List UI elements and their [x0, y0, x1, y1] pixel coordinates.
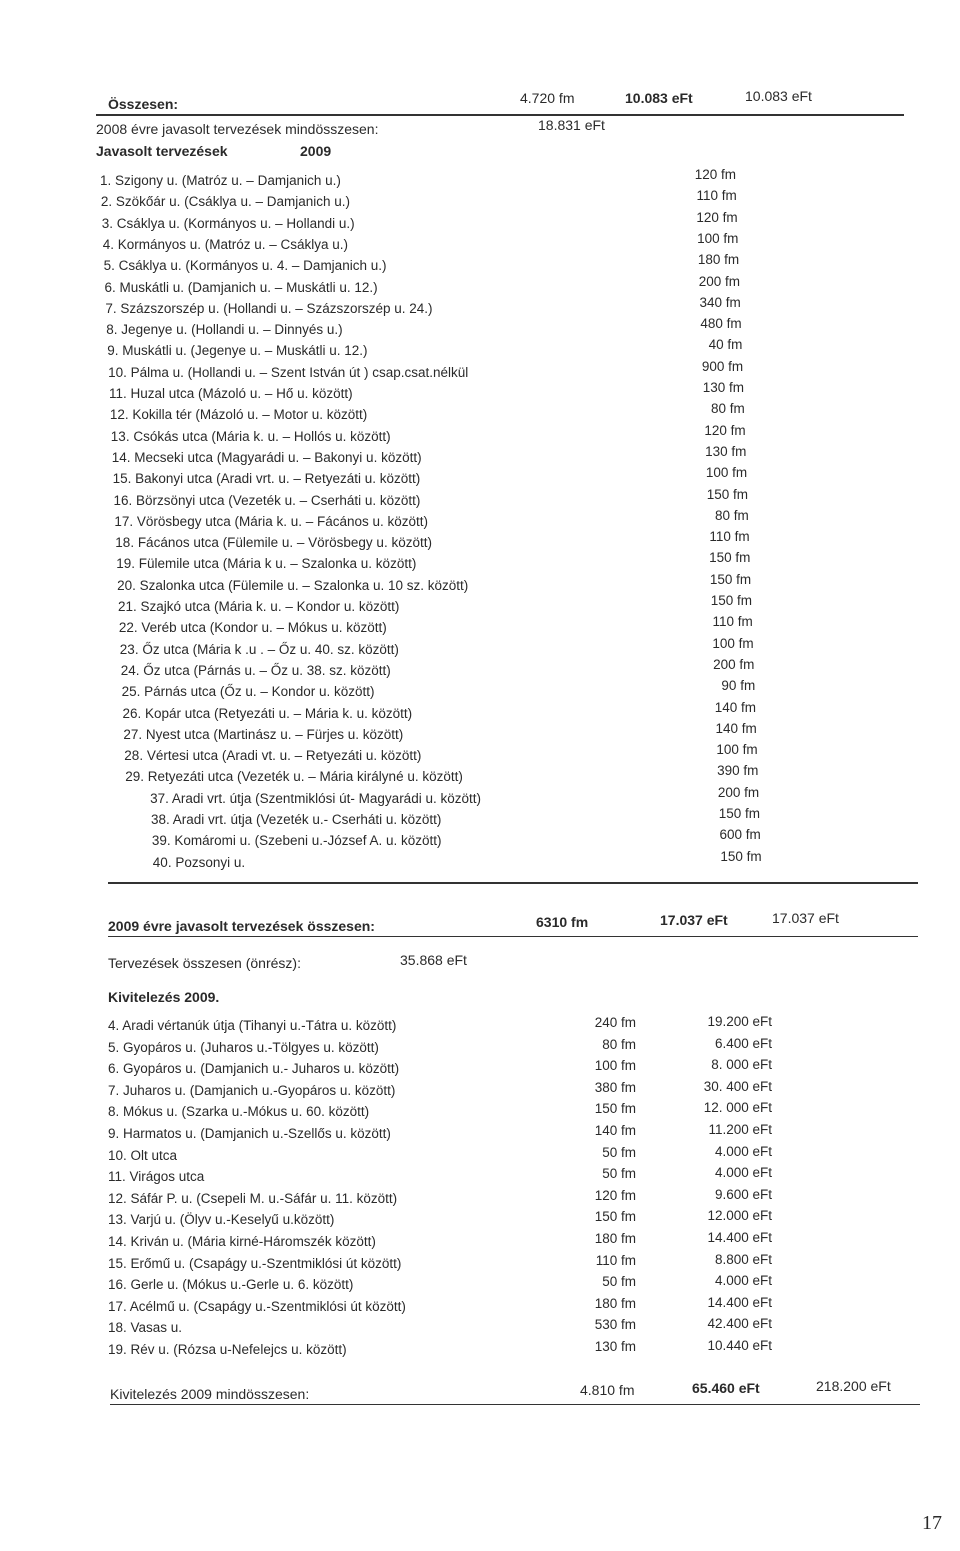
plan-item: [0, 848, 960, 877]
plan-item-length: 130 fm: [702, 380, 744, 395]
summary-length: 4.720 fm: [520, 90, 575, 106]
plan-item: [0, 593, 960, 621]
execution-item-cost: 10.440 eFt: [707, 1338, 772, 1353]
plan-item-length: 90 fm: [721, 678, 756, 694]
plan-item: [0, 678, 960, 706]
execution-total-cost-2: 218.200 eFt: [816, 1378, 891, 1394]
plan-item-label: 1. Szigony u. (Matróz u. – Damjanich u.): [100, 173, 341, 188]
plan-item-label: 8. Jegenye u. (Hollandi u. – Dinnyés u.): [106, 322, 343, 338]
plans-year: 2009: [300, 143, 332, 159]
plan-item-length: 120 fm: [696, 209, 738, 225]
execution-item: [0, 1078, 960, 1105]
plan-item-length: 180 fm: [697, 252, 740, 268]
plan-item: [0, 614, 960, 642]
plan-item-length: 150 fm: [706, 486, 748, 502]
plan-item: [0, 486, 960, 515]
plan-item: [0, 784, 960, 813]
plan-item-label: 13. Csókás utca (Mária k. u. – Hollós u. között): [110, 428, 391, 444]
plan-item-length: 150 fm: [720, 848, 762, 864]
plan-item-label: 9. Muskátli u. (Jegenye u. – Muskátli u. 12.): [107, 343, 368, 359]
execution-item-cost: 4.000 eFt: [714, 1273, 772, 1289]
execution-item: [0, 1143, 960, 1170]
execution-item-length: 150 fm: [594, 1101, 636, 1117]
plan-item-label: 38. Aradi vrt. útja (Vezeték u.- Cserháti u. között): [151, 812, 442, 827]
execution-item-label: 12. Sáfár P. u. (Csepeli M. u.-Sáfár u. 11. között): [108, 1190, 398, 1206]
execution-item-length: 130 fm: [594, 1339, 636, 1354]
plan-item-label: 5. Csáklya u. (Kormányos u. 4. – Damjanich u.): [103, 258, 387, 274]
plan-item: [0, 699, 960, 728]
plan-item: [0, 273, 960, 302]
plan-item: [0, 656, 960, 685]
execution-item-label: 8. Mókus u. (Szarka u.-Mókus u. 60. között): [108, 1104, 370, 1120]
plan-item-label: 19. Fülemile utca (Mária k u. – Szalonka u. között): [116, 556, 417, 572]
plan-item: [0, 252, 960, 280]
plan-item: [0, 529, 960, 557]
plan-item-label: 15. Bakonyi utca (Aradi vrt. u. – Retyezáti u. között): [112, 471, 421, 487]
plan-item-length: 80 fm: [711, 401, 745, 417]
execution-item: [0, 1186, 960, 1213]
execution-item-cost: 4.000 eFt: [714, 1143, 772, 1159]
execution-item-label: 16. Gerle u. (Mókus u.-Gerle u. 6. között): [108, 1277, 354, 1293]
execution-item-length: 100 fm: [594, 1058, 636, 1074]
plan-item-label: 40. Pozsonyi u.: [152, 854, 246, 870]
plan-item-length: 110 fm: [709, 529, 750, 545]
plan-item-label: 25. Párnás utca (Őz u. – Kondor u. között): [121, 684, 375, 700]
execution-item-cost: 14.400 eFt: [707, 1230, 772, 1245]
execution-item-length: 180 fm: [594, 1231, 636, 1246]
plan-item-length: 900 fm: [701, 358, 744, 374]
execution-item-cost: 14.400 eFt: [707, 1294, 772, 1310]
execution-item-label: 4. Aradi vértanúk útja (Tihanyi u.-Tátra u. között): [108, 1018, 397, 1033]
execution-item: [0, 1035, 960, 1062]
summary-label: Összesen:: [108, 96, 179, 112]
total-2008-value: 18.831 eFt: [538, 117, 605, 133]
execution-item-length: 180 fm: [594, 1295, 636, 1311]
plan-item: [0, 443, 960, 472]
execution-item-label: 18. Vasas u.: [108, 1320, 183, 1336]
plan-item-label: 24. Őz utca (Párnás u. – Őz u. 38. sz. között): [120, 662, 391, 678]
execution-item: [0, 1122, 960, 1148]
plan-item-label: 17. Vörösbegy utca (Mária k. u. – Fácános u. között): [114, 513, 429, 529]
plan-item: [0, 401, 960, 429]
plan-item-length: 100 fm: [712, 635, 754, 651]
plans-total-length: 6310 fm: [536, 914, 589, 930]
plan-item-label: 2. Szökőár u. (Csáklya u. – Damjanich u.): [100, 194, 350, 210]
plan-item-length: 150 fm: [710, 593, 752, 608]
execution-item-cost: 8.800 eFt: [714, 1251, 772, 1267]
plan-item-length: 110 fm: [712, 614, 753, 630]
execution-item: [0, 1251, 960, 1278]
plan-item-label: 7. Százszorszép u. (Hollandi u. – Százszorszép u. 24.): [105, 300, 433, 316]
plan-item: [0, 827, 960, 855]
execution-item-length: 50 fm: [602, 1274, 636, 1290]
plan-item-label: 4. Kormányos u. (Matróz u. – Csáklya u.): [102, 236, 349, 252]
execution-item-length: 50 fm: [602, 1144, 636, 1160]
execution-item-cost: 12.000 eFt: [707, 1208, 772, 1224]
execution-item-label: 7. Juharos u. (Damjanich u.-Gyopáros u. között): [108, 1082, 396, 1098]
execution-item-cost: 8. 000 eFt: [711, 1057, 772, 1073]
execution-item-cost: 9.600 eFt: [714, 1186, 772, 1202]
plan-item-label: 18. Fácános utca (Fülemile u. – Vörösbegy u. között): [115, 535, 432, 551]
plan-item-length: 200 fm: [717, 784, 760, 800]
execution-item-cost: 6.400 eFt: [714, 1035, 772, 1051]
execution-item-length: 380 fm: [594, 1079, 636, 1095]
plan-item-length: 110 fm: [696, 188, 737, 204]
plan-item-label: 16. Börzsönyi utca (Vezeték u. – Cserháti u. között): [113, 492, 421, 508]
execution-item-label: 13. Varjú u. (Ölyv u.-Keselyű u.között): [108, 1212, 335, 1228]
plan-item-length: 200 fm: [713, 656, 755, 672]
plans-total-cost: 17.037 eFt: [660, 912, 728, 928]
plan-item-length: 120 fm: [704, 422, 746, 438]
plan-item: [0, 806, 960, 834]
plan-item-label: 37. Aradi vrt. útja (Szentmiklósi út- Magyarádi u. között): [150, 790, 481, 806]
execution-item-label: 14. Kriván u. (Mária kirné-Háromszék között): [108, 1234, 376, 1249]
execution-item-length: 110 fm: [595, 1252, 636, 1268]
execution-item-cost: 4.000 eFt: [714, 1165, 772, 1181]
plan-item-length: 140 fm: [715, 720, 757, 736]
execution-item-cost: 42.400 eFt: [707, 1316, 772, 1332]
plan-item: [0, 188, 960, 216]
plan-item-label: 6. Muskátli u. (Damjanich u. – Muskátli u. 12.): [104, 279, 378, 295]
execution-heading: Kivitelezés 2009.: [108, 989, 220, 1005]
plan-item-label: 12. Kokilla tér (Mázoló u. – Motor u. között): [109, 407, 368, 423]
plan-item: [0, 209, 960, 238]
plan-item-length: 150 fm: [709, 571, 752, 587]
execution-item-label: 17. Acélmű u. (Csapágy u.-Szentmiklósi út között): [108, 1298, 406, 1314]
plan-item: [0, 230, 960, 259]
execution-item-cost: 30. 400 eFt: [703, 1078, 772, 1094]
plan-item-label: 23. Őz utca (Mária k .u . – Őz u. 40. sz. között): [119, 641, 399, 657]
plan-item: [0, 465, 960, 493]
plan-item-length: 150 fm: [709, 550, 751, 566]
plan-item: [0, 358, 960, 387]
execution-item-cost: 12. 000 eFt: [703, 1100, 772, 1116]
plan-item-length: 390 fm: [717, 763, 759, 779]
plan-item-label: 27. Nyest utca (Martinász u. – Fürjes u. között): [123, 726, 404, 742]
divider-line: [108, 882, 918, 884]
execution-item-label: 5. Gyopáros u. (Juharos u.-Tölgyes u. között): [108, 1039, 379, 1055]
plan-item: [0, 742, 960, 770]
plans-total-cost-2: 17.037 eFt: [772, 910, 839, 926]
plan-item-length: 600 fm: [719, 827, 761, 843]
plan-item: [0, 763, 960, 791]
execution-item-label: 15. Erőmű u. (Csapágy u.-Szentmiklósi út között): [108, 1255, 402, 1271]
plan-item-length: 200 fm: [698, 273, 740, 289]
plan-item-length: 480 fm: [700, 316, 742, 332]
plan-item-label: 14. Mecseki utca (Magyarádi u. – Bakonyi u. között): [111, 449, 422, 465]
plan-item: [0, 550, 960, 578]
plans-total-label: 2009 évre javasolt tervezések összesen:: [108, 918, 375, 934]
plan-item-label: 21. Szajkó utca (Mária k. u. – Kondor u. között): [118, 599, 400, 614]
execution-item-cost: 11.200 eFt: [708, 1122, 772, 1137]
plan-item-label: 10. Pálma u. (Hollandi u. – Szent István út ) csap.csat.nélkül: [108, 364, 469, 380]
total-2008-label: 2008 évre javasolt tervezések mindösszesen:: [96, 121, 379, 137]
plan-item-length: 100 fm: [705, 465, 748, 481]
execution-item-label: 9. Harmatos u. (Damjanich u.-Szellős u. között): [108, 1126, 391, 1141]
plan-item-label: 22. Veréb utca (Kondor u. – Mókus u. között): [118, 620, 387, 636]
divider-line: [96, 114, 904, 116]
execution-item: [0, 1230, 960, 1256]
plan-item-label: 29. Retyezáti utca (Vezeték u. – Mária királyné u. között): [125, 769, 463, 785]
plan-item-label: 11. Huzal utca (Mázoló u. – Hő u. között): [109, 386, 353, 401]
plan-item-label: 39. Komáromi u. (Szebeni u.-József A. u. között): [151, 833, 442, 849]
execution-item-label: 6. Gyopáros u. (Damjanich u.- Juharos u. között): [108, 1061, 400, 1077]
execution-item-length: 530 fm: [594, 1317, 636, 1333]
plan-item: [0, 571, 960, 600]
execution-total-cost: 65.460 eFt: [692, 1380, 760, 1396]
plan-item-label: 3. Csáklya u. (Kormányos u. – Hollandi u.): [101, 215, 355, 231]
plan-item-length: 100 fm: [716, 742, 758, 758]
plan-item: [0, 635, 960, 664]
plan-item: [0, 507, 960, 536]
plan-item: [0, 316, 960, 344]
page-number: 17: [922, 1512, 942, 1534]
execution-item-length: 140 fm: [594, 1123, 636, 1138]
plan-item: [0, 720, 960, 749]
execution-item: [0, 1316, 960, 1342]
plan-item: [0, 167, 960, 195]
execution-item: [0, 1014, 960, 1040]
plan-item-length: 150 fm: [718, 806, 760, 821]
execution-item-cost: 19.200 eFt: [707, 1014, 772, 1029]
own-contribution-value: 35.868 eFt: [400, 952, 467, 968]
divider-line: [110, 1404, 920, 1405]
execution-item: [0, 1273, 960, 1299]
execution-item-length: 120 fm: [594, 1187, 636, 1203]
plan-item: [0, 422, 960, 451]
execution-item: [0, 1100, 960, 1126]
plan-item-length: 340 fm: [699, 294, 741, 310]
plans-heading: Javasolt tervezések: [96, 143, 228, 159]
divider-line: [108, 936, 918, 937]
plan-item-length: 120 fm: [694, 167, 736, 182]
execution-item-length: 240 fm: [594, 1015, 636, 1030]
execution-item: [0, 1208, 960, 1234]
execution-item-label: 10. Olt utca: [108, 1147, 178, 1163]
plan-item: [0, 337, 960, 365]
plan-item-length: 130 fm: [705, 443, 747, 459]
plan-item-length: 40 fm: [708, 337, 743, 353]
summary-cost-2: 10.083 eFt: [745, 88, 812, 104]
own-contribution-label: Tervezések összesen (önrész):: [108, 955, 301, 971]
execution-item-length: 50 fm: [602, 1166, 636, 1182]
plan-item-length: 80 fm: [715, 507, 749, 523]
execution-item: [0, 1057, 960, 1083]
execution-item-label: 19. Rév u. (Rózsa u-Nefelejcs u. között): [108, 1342, 347, 1357]
plan-item: [0, 294, 960, 323]
plan-item-label: 20. Szalonka utca (Fülemile u. – Szalonka u. 10 sz. között): [117, 577, 469, 593]
plan-item-length: 140 fm: [714, 699, 756, 715]
execution-item: [0, 1294, 960, 1321]
execution-total-length: 4.810 fm: [580, 1382, 635, 1398]
plan-item-length: 100 fm: [697, 230, 739, 246]
plan-item: [0, 380, 960, 408]
plan-item-label: 26. Kopár utca (Retyezáti u. – Mária k. u. között): [122, 705, 413, 721]
plan-item-label: 28. Vértesi utca (Aradi vt. u. – Retyezáti u. között): [124, 748, 422, 764]
summary-cost: 10.083 eFt: [625, 90, 693, 106]
execution-item: [0, 1165, 960, 1191]
execution-item: [0, 1338, 960, 1364]
execution-item-length: 150 fm: [594, 1209, 636, 1225]
execution-total-label: Kivitelezés 2009 mindösszesen:: [110, 1386, 310, 1402]
execution-item-label: 11. Virágos utca: [108, 1169, 205, 1185]
execution-item-length: 80 fm: [602, 1036, 636, 1052]
